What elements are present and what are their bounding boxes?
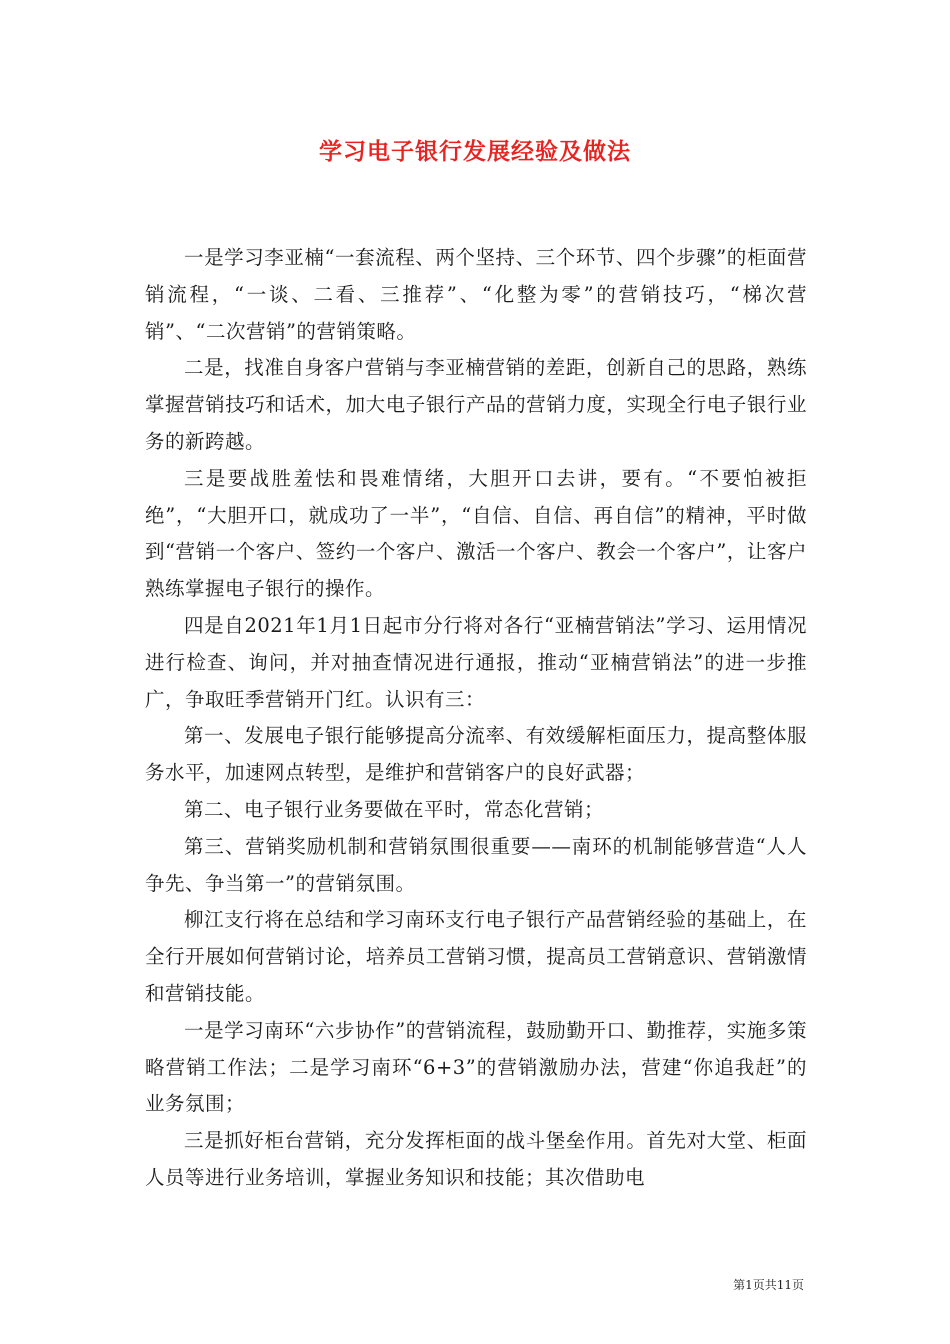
paragraph-4: 四是自2021年1月1日起市分行将对各行“亚楠营销法”学习、运用情况进行检查、询问，并对抽查情况进行通报，推动“亚楠营销法”的进一步推广，争取旺季营销开门红。认识有三： bbox=[145, 613, 807, 711]
paragraph-5: 第一、发展电子银行能够提高分流率、有效缓解柜面压力，提高整体服务水平，加速网点转型，是维护和营销客户的良好武器； bbox=[145, 724, 807, 785]
paragraph-7: 第三、营销奖励机制和营销氛围很重要——南环的机制能够营造“人人争先、争当第一”的营销氛围。 bbox=[145, 834, 807, 895]
paragraph-8: 柳江支行将在总结和学习南环支行电子银行产品营销经验的基础上，在全行开展如何营销讨论，培养员工营销习惯，提高员工营销意识、营销激情和营销技能。 bbox=[145, 908, 807, 1005]
paragraph-9: 一是学习南环“六步协作”的营销流程，鼓励勤开口、勤推荐，实施多策略营销工作法；二是学习南环“6+3”的营销激励办法，营建“你追我赶”的业务氛围； bbox=[145, 1018, 807, 1116]
paragraph-2: 二是，找准自身客户营销与李亚楠营销的差距，创新自己的思路，熟练掌握营销技巧和话术，加大电子银行产品的营销力度，实现全行电子银行业务的新跨越。 bbox=[145, 356, 807, 453]
document-title: 学习电子银行发展经验及做法 bbox=[319, 138, 631, 165]
page-number: 第1页共11页 bbox=[733, 1278, 804, 1292]
document-body bbox=[145, 240, 807, 1197]
paragraph-3: 三是要战胜羞怯和畏难情绪，大胆开口去讲，要有。“不要怕被拒绝”，“大胆开口，就成功了一半”，“自信、自信、再自信”的精神，平时做到“营销一个客户、签约一个客户、激活一个客户、教会一个客户”，让客户熟练掌握电子银行的操作。 bbox=[145, 466, 807, 601]
paragraph-10: 三是抓好柜台营销，充分发挥柜面的战斗堡垒作用。首先对大堂、柜面人员等进行业务培训，掌握业务知识和技能；其次借助电 bbox=[145, 1129, 807, 1189]
paragraph-1: 一是学习李亚楠“一套流程、两个坚持、三个环节、四个步骤”的柜面营销流程，“一谈、二看、三推荐”、“化整为零”的营销技巧，“梯次营销”、“二次营销”的营销策略。 bbox=[145, 246, 807, 343]
paragraph-6: 第二、电子银行业务要做在平时，常态化营销； bbox=[184, 797, 605, 821]
